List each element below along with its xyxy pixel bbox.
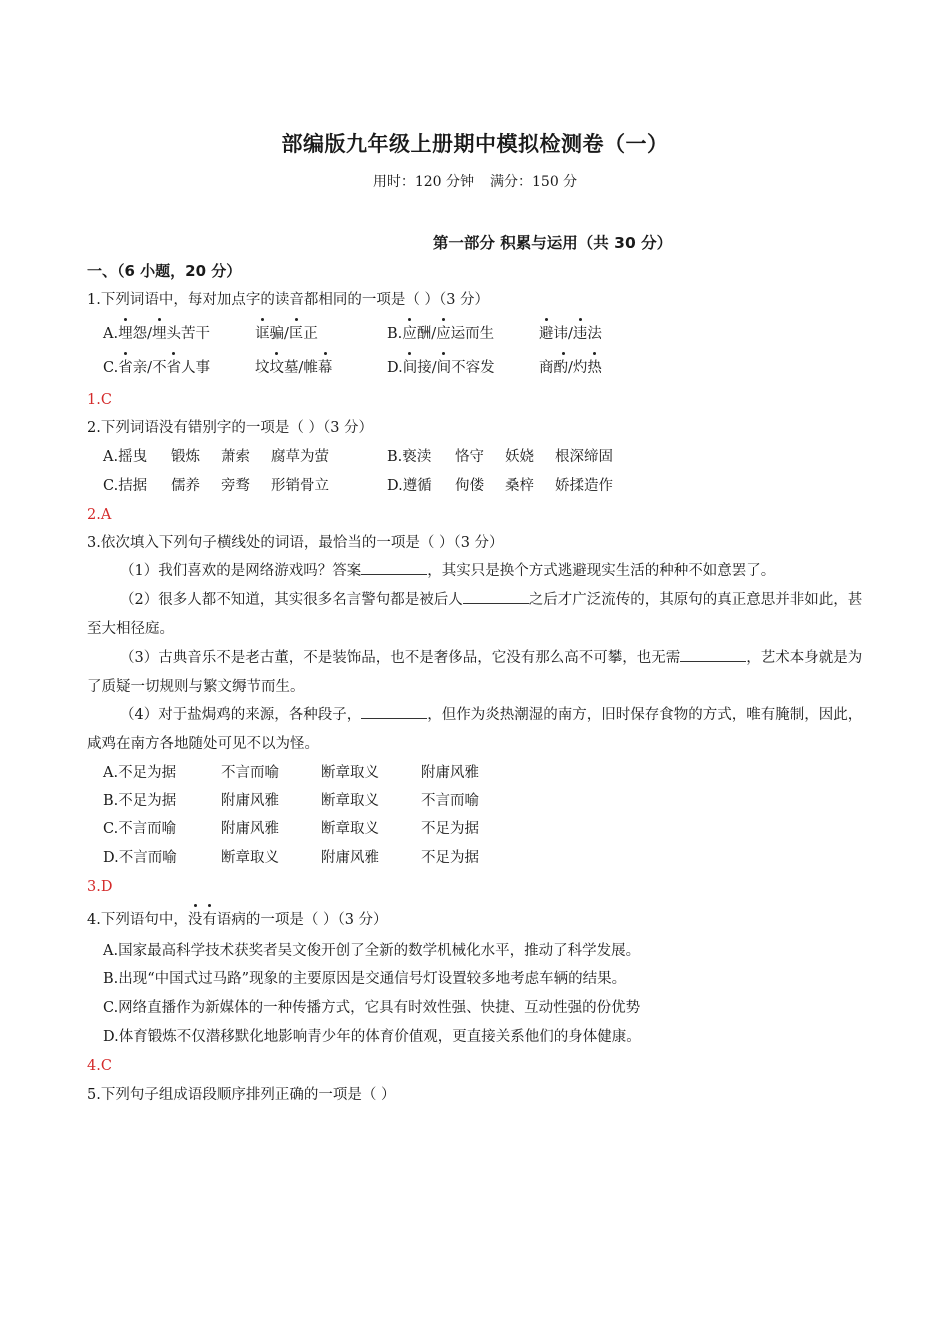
option-c-word-4: 形销骨立 xyxy=(271,478,329,494)
option-b-word-3: 妖娆 xyxy=(505,449,534,465)
option-d: D.遵循 xyxy=(387,478,432,494)
exam-title: 部编版九年级上册期中模拟检测卷（一） xyxy=(281,132,669,156)
question-2-stem: 2.下列词语没有错别字的一项是（ ）（3 分） xyxy=(87,420,374,436)
full-score: 满分：150 分 xyxy=(490,174,578,190)
option-d-word-2: 佝偻 xyxy=(455,478,484,494)
option-a-word-2: 锻炼 xyxy=(171,449,200,465)
option-b-word-2: 恪守 xyxy=(455,449,484,465)
question-3-option-b: B.不足为据 附庸风雅 断章取义 不言而喻 xyxy=(103,793,479,809)
question-3-option-a: A.不足为据 不言而喻 断章取义 附庸风雅 xyxy=(103,765,479,781)
question-3-option-c: C.不言而喻 附庸风雅 断章取义 不足为据 xyxy=(103,821,479,837)
question-1-stem: 1.下列词语中，每对加点字的读音都相同的一项是（ ）（3 分） xyxy=(87,292,490,308)
answer-1: 1.C xyxy=(87,392,112,408)
option-c-word-3: 旁骛 xyxy=(221,478,250,494)
option-c-pair-2: 坟坟墓/帷幕 xyxy=(255,360,333,376)
question-3-sentence-1: （1）我们喜欢的是网络游戏吗？答案 ，其实只是换个方式逃避现实生活的种种不如意罢了。 xyxy=(87,557,865,586)
question-3-sentence-4: （4）对于盐焗鸡的来源，各种段子， ，但作为炎热潮湿的南方，旧时保存食物的方式，唯有腌制，因此，咸鸡在南方各地随处可见不以为怪。 xyxy=(87,701,865,759)
option-d-word-3: 桑梓 xyxy=(505,478,534,494)
option-d-pair-2: 商酌/灼热 xyxy=(539,360,602,376)
question-2-options-row-1 xyxy=(103,447,803,467)
question-3-sentence-2: （2）很多人都不知道，其实很多名言警句都是被后人 之后才广泛流传的，其原句的真正意思并非如此，甚至大相径庭。 xyxy=(87,586,865,644)
question-4-option-b: B.出现“中国式过马路”现象的主要原因是交通信号灯设置较多地考虑车辆的结果。 xyxy=(103,971,627,987)
question-3-sentence-3: （3）古典音乐不是老古董，不是装饰品，也不是奢侈品，它没有那么高不可攀，也无需 ，艺术本身就是为了质疑一切规则与繁文缛节而生。 xyxy=(87,644,865,702)
option-b: B.亵渎 xyxy=(387,449,432,465)
time-limit: 用时：120 分钟 xyxy=(372,174,474,190)
part-heading: 第一部分 积累与运用（共 30 分） xyxy=(432,234,673,252)
question-4-option-c: C.网络直播作为新媒体的一种传播方式，它具有时效性强、快捷、互动性强的份优势 xyxy=(103,1000,641,1016)
question-5-stem: 5.下列句子组成语段顺序排列正确的一项是（ ） xyxy=(87,1087,396,1103)
option-a: A.摇曳 xyxy=(103,449,148,465)
question-1-options-row-2 xyxy=(103,358,803,378)
option-a: A.埋怨/埋头苦干 xyxy=(103,326,210,342)
question-3-stem: 3.依次填入下列句子横线处的词语，最恰当的一项是（ ）（3 分） xyxy=(87,535,504,551)
option-c: C.拮据 xyxy=(103,478,148,494)
question-4-option-d: D.体育锻炼不仅潜移默化地影响青少年的体育价值观，更直接关系他们的身体健康。 xyxy=(103,1029,641,1045)
answer-2: 2.A xyxy=(87,507,112,523)
question-2-options-row-2 xyxy=(103,476,803,496)
option-c-word-2: 儒养 xyxy=(171,478,200,494)
answer-4: 4.C xyxy=(87,1058,112,1074)
section-heading: 一、（6 小题，20 分） xyxy=(87,262,242,280)
blank-4 xyxy=(361,704,427,719)
exam-meta xyxy=(0,171,950,191)
option-b-word-4: 根深缔固 xyxy=(555,449,613,465)
option-d: D.间接/间不容发 xyxy=(387,360,495,376)
option-a-word-4: 腐草为萤 xyxy=(271,449,329,465)
question-3-option-d: D.不言而喻 断章取义 附庸风雅 不足为据 xyxy=(103,850,479,866)
option-d-word-4: 娇揉造作 xyxy=(555,478,613,494)
option-b: B.应酬/应运而生 xyxy=(387,326,495,342)
option-b-pair-2: 避讳/违法 xyxy=(539,326,602,342)
option-c: C.省亲/不省人事 xyxy=(103,360,211,376)
blank-3 xyxy=(680,647,746,662)
answer-3: 3.D xyxy=(87,879,113,895)
option-a-pair-2: 诓骗/匡正 xyxy=(255,326,318,342)
question-1-options-row-1 xyxy=(103,324,803,344)
option-a-word-3: 萧索 xyxy=(221,449,250,465)
question-4-stem: 4.下列语句中，没有语病的一项是（ ）（3 分） xyxy=(87,912,388,928)
question-4-option-a: A.国家最高科学技术获奖者吴文俊开创了全新的数学机械化水平，推动了科学发展。 xyxy=(103,943,641,959)
blank-1 xyxy=(361,560,427,575)
blank-2 xyxy=(463,589,529,604)
